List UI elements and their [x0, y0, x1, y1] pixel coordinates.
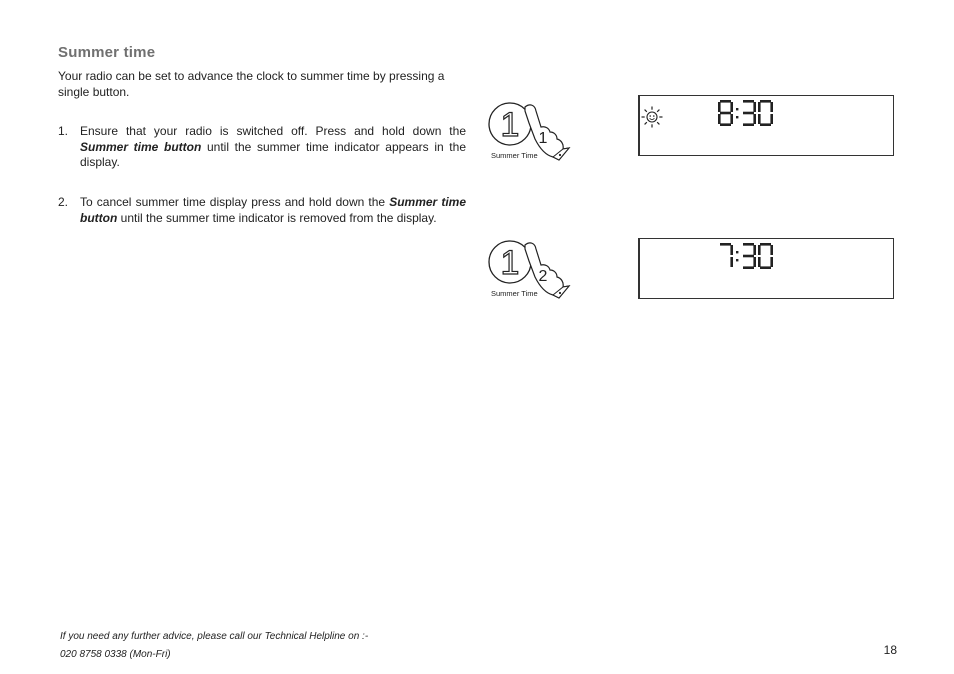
lcd-digit	[743, 243, 756, 269]
lcd-segment	[758, 114, 761, 124]
lcd-segment	[753, 257, 756, 267]
lcd-segment	[720, 243, 731, 246]
helpline-text: If you need any further advice, please call our Technical Helpline on :-	[60, 631, 369, 642]
step-text: Ensure that your radio is switched off. Press and hold down the Summer time button until the summer time indicator appears in the display.	[80, 124, 466, 169]
svg-text:1: 1	[500, 244, 520, 282]
lcd-digit	[758, 100, 773, 126]
step-text: To cancel summer time display press and hold down the Summer time button until the summer time indicator is removed from the display.	[80, 195, 466, 225]
lcd-colon	[736, 108, 738, 118]
lcd-segment	[718, 114, 721, 124]
button-caption: Summer Time	[491, 151, 538, 160]
lcd-segment	[753, 245, 756, 255]
lcd-segment	[753, 114, 756, 124]
lcd-segment	[743, 266, 754, 269]
instruction-step-2	[58, 195, 466, 226]
lcd-screen	[640, 96, 894, 155]
button-caption: Summer Time	[491, 289, 538, 298]
summer-time-button-term: Summer time button	[80, 195, 466, 225]
step-badge: 2	[538, 268, 548, 285]
lcd-segment	[760, 266, 771, 269]
svg-text:1: 1	[500, 106, 520, 144]
lcd-digit	[720, 243, 733, 267]
lcd-segment	[730, 102, 733, 112]
radio-display-standard-time	[638, 238, 894, 299]
lcd-segment	[770, 257, 773, 267]
lcd-segment	[720, 112, 731, 115]
intro-paragraph: Your radio can be set to advance the clock to summer time by pressing a single button.	[58, 69, 445, 99]
button-1-icon	[487, 235, 573, 301]
lcd-segment	[753, 102, 756, 112]
lcd-segment	[720, 100, 731, 103]
step-number: 2.	[58, 195, 69, 209]
lcd-digit	[718, 100, 733, 126]
lcd-segment	[743, 112, 754, 115]
lcd-digit	[743, 100, 756, 126]
helpline-number: 020 8758 0338 (Mon-Fri)	[60, 649, 171, 660]
step-badge: 1	[538, 130, 548, 147]
lcd-digit	[758, 243, 773, 269]
summer-time-button-figure-1	[487, 97, 573, 163]
lcd-segment	[770, 245, 773, 255]
lcd-segment	[770, 102, 773, 112]
lcd-segment	[718, 102, 721, 112]
page-number: 18	[883, 643, 897, 657]
lcd-segment	[743, 100, 754, 103]
summer-time-button-figure-2	[487, 235, 573, 301]
lcd-segment	[758, 102, 761, 112]
lcd-segment	[758, 245, 761, 255]
lcd-segment	[743, 243, 754, 246]
radio-display-summer-time	[638, 95, 894, 156]
step-number: 1.	[58, 124, 69, 138]
lcd-screen	[640, 239, 894, 298]
lcd-segment	[743, 255, 754, 258]
summer-time-sun-icon	[642, 107, 663, 128]
lcd-segment	[730, 114, 733, 124]
lcd-colon	[736, 251, 738, 261]
lcd-segment	[770, 114, 773, 124]
section-heading: Summer time	[58, 44, 156, 61]
lcd-segment	[730, 257, 733, 267]
lcd-segment	[760, 123, 771, 126]
lcd-segment	[743, 123, 754, 126]
lcd-segment	[758, 257, 761, 267]
lcd-segment	[730, 245, 733, 255]
summer-time-button-term: Summer time button	[80, 139, 202, 154]
lcd-segment	[760, 243, 771, 246]
lcd-segment	[720, 123, 731, 126]
button-1-icon	[487, 97, 573, 163]
lcd-segment	[760, 100, 771, 103]
instruction-step-1	[58, 124, 466, 171]
